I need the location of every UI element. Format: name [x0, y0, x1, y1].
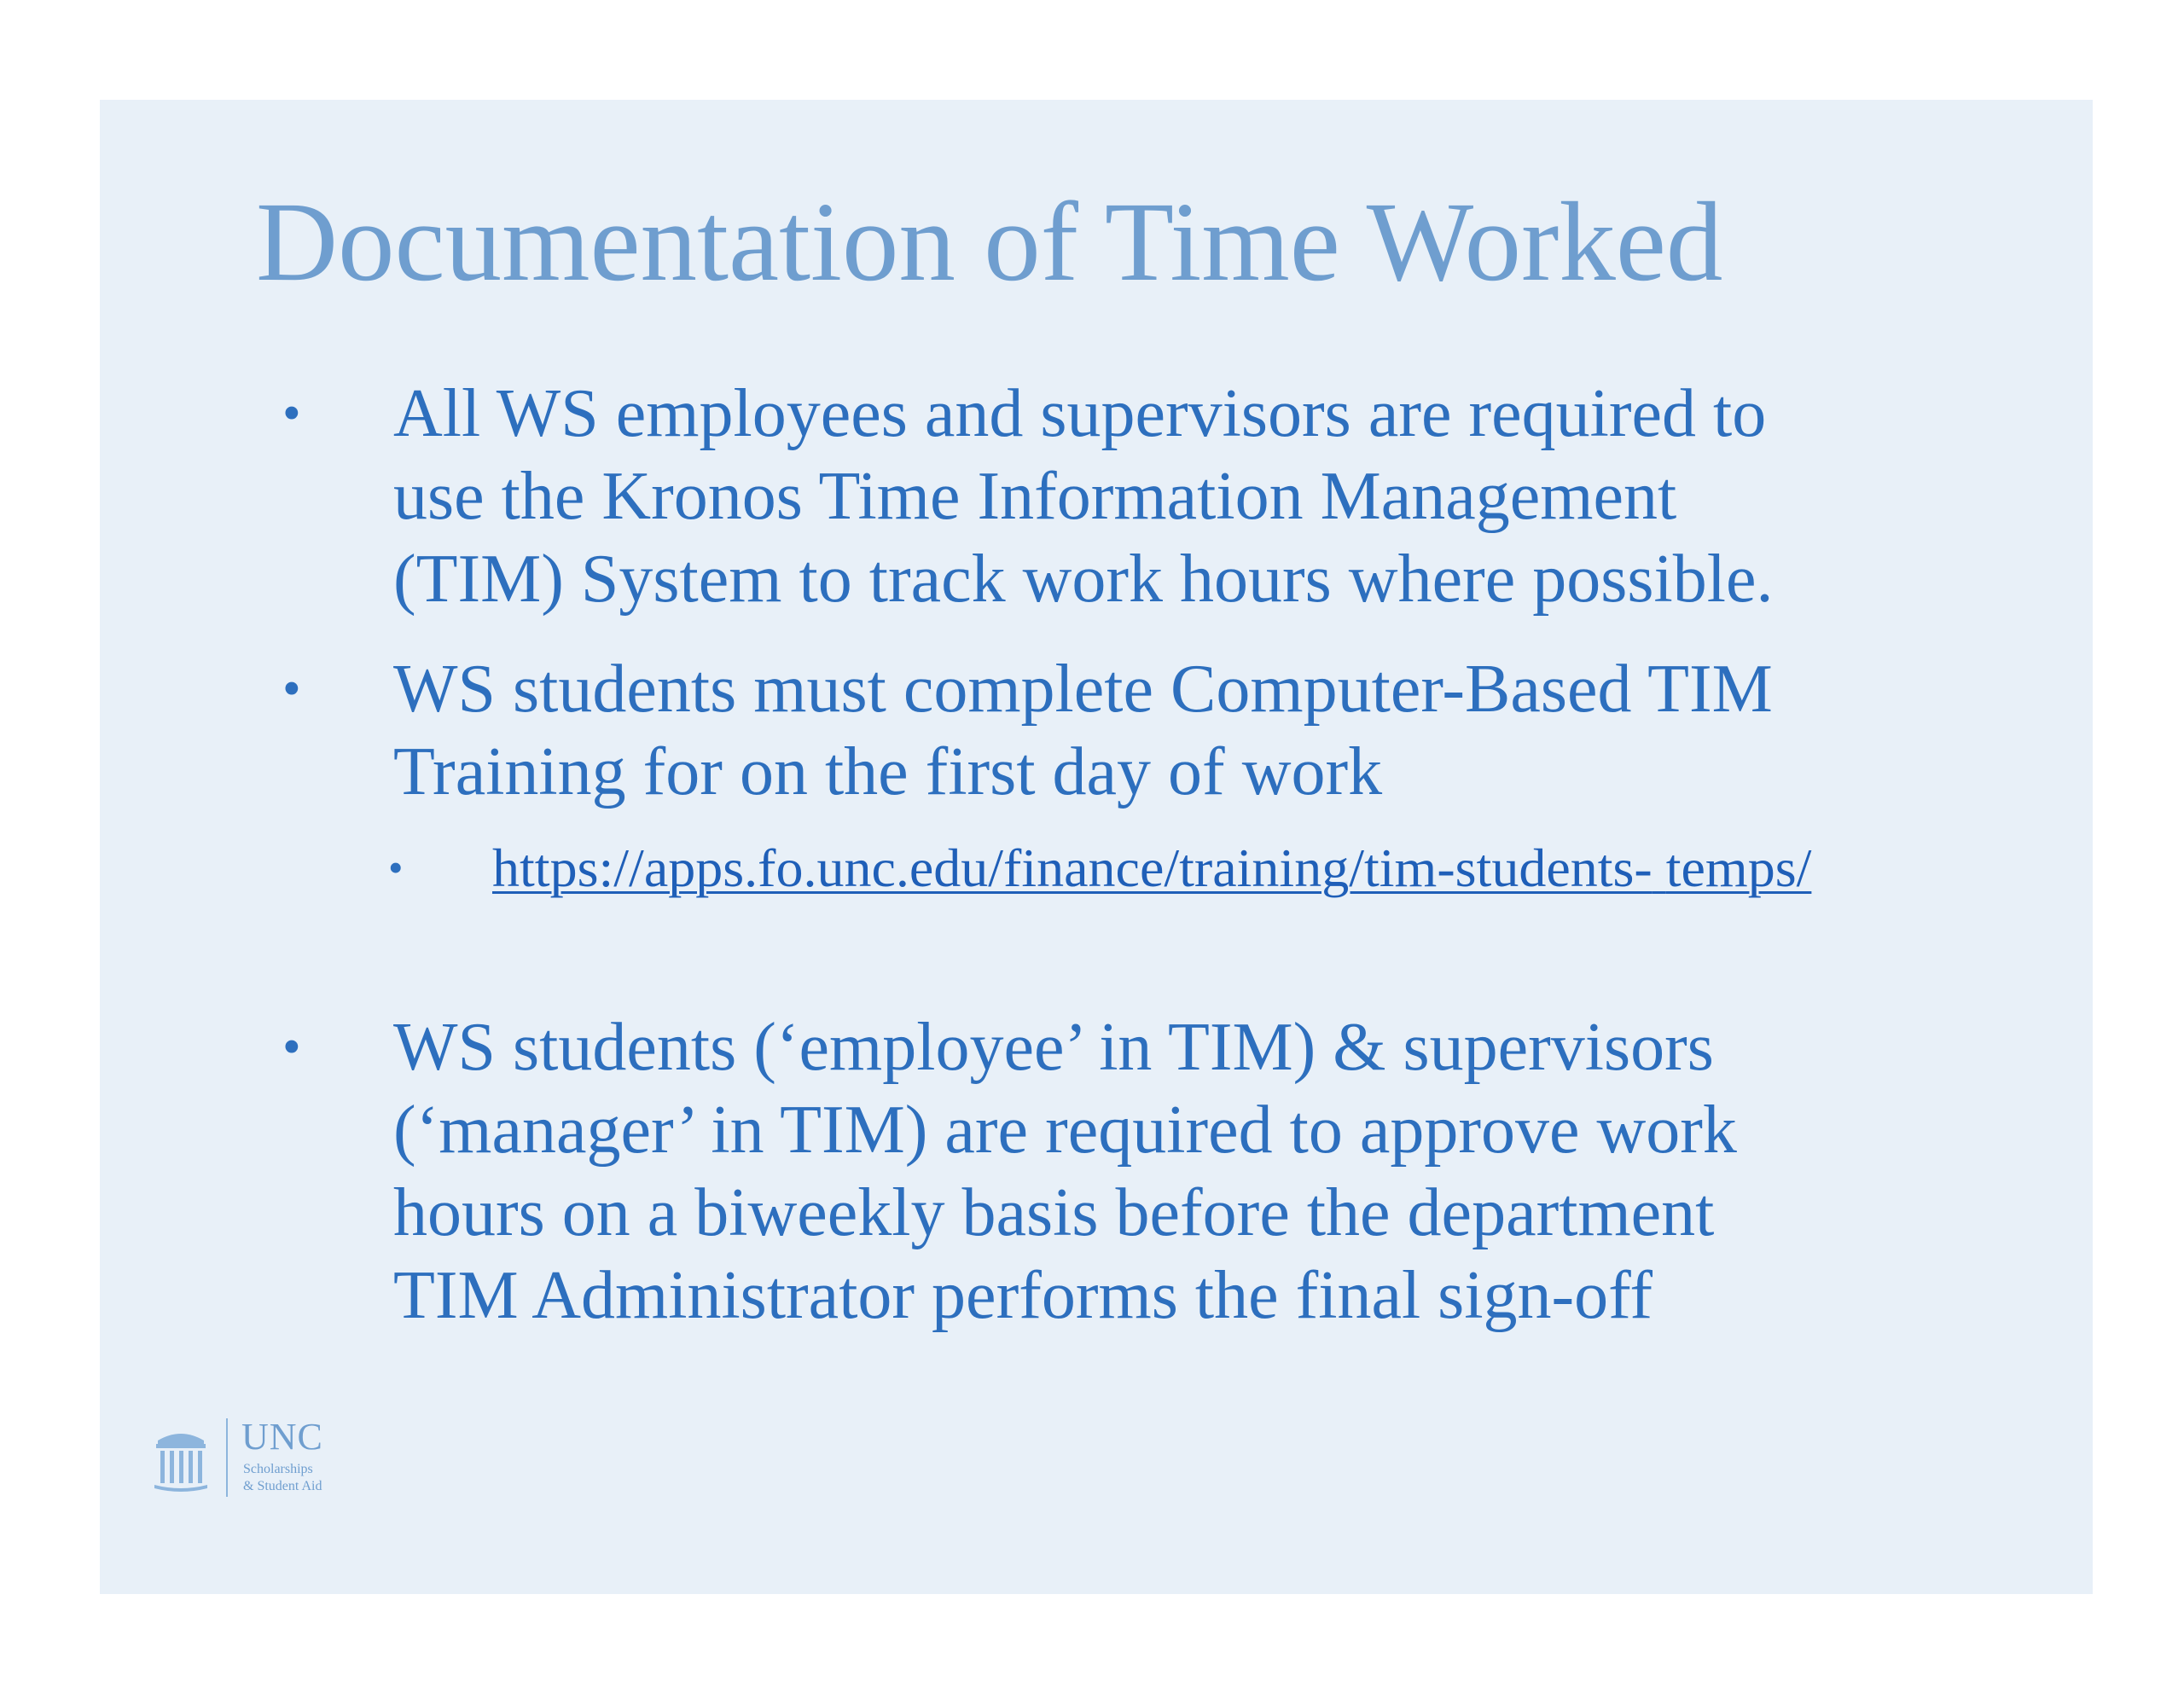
- logo-divider: [226, 1418, 228, 1497]
- bullet-dot: •: [282, 660, 301, 718]
- bullet-dot: •: [282, 1018, 301, 1076]
- slide-title: Documentation of Time Worked: [256, 178, 1723, 304]
- bullet-line: (TIM) System to track work hours where possible.: [393, 542, 1774, 617]
- sub-bullet-item: [388, 832, 1812, 904]
- logo-subtitle: Scholarships: [243, 1462, 313, 1476]
- slide: [100, 100, 2093, 1594]
- unc-logo: [153, 1418, 357, 1504]
- bullet-line: (‘manager’ in TIM) are required to approve work: [393, 1093, 1737, 1168]
- bullet-line: All WS employees and supervisors are required to: [393, 376, 1767, 451]
- bullet-line: use the Kronos Time Information Management: [393, 459, 1677, 534]
- bullet-dot: •: [282, 385, 301, 443]
- bullet-item: [282, 373, 1774, 621]
- sub-bullet-dot: •: [388, 844, 404, 891]
- logo-wordmark: UNC: [241, 1416, 323, 1458]
- bullet-line: hours on a biweekly basis before the department: [393, 1175, 1715, 1250]
- bullet-line: WS students must complete Computer-Based TIM: [393, 652, 1773, 727]
- logo-subtitle: & Student Aid: [243, 1479, 322, 1493]
- link-line[interactable]: https://apps.fo.unc.edu/finance/training/tim-students-: [492, 838, 1653, 898]
- link-line[interactable]: temps/: [1665, 838, 1812, 898]
- bullet-line: TIM Administrator performs the final sign-off: [393, 1258, 1653, 1333]
- bullet-item: [282, 1006, 1737, 1337]
- bullet-line: Training for on the first day of work: [393, 734, 1383, 809]
- bullet-list: [100, 100, 2093, 1594]
- tim-training-link[interactable]: [492, 832, 1811, 904]
- old-well-icon: [153, 1425, 209, 1495]
- bullet-line: WS students (‘employee’ in TIM) & supervisors: [393, 1010, 1714, 1085]
- bullet-item: [282, 648, 1773, 814]
